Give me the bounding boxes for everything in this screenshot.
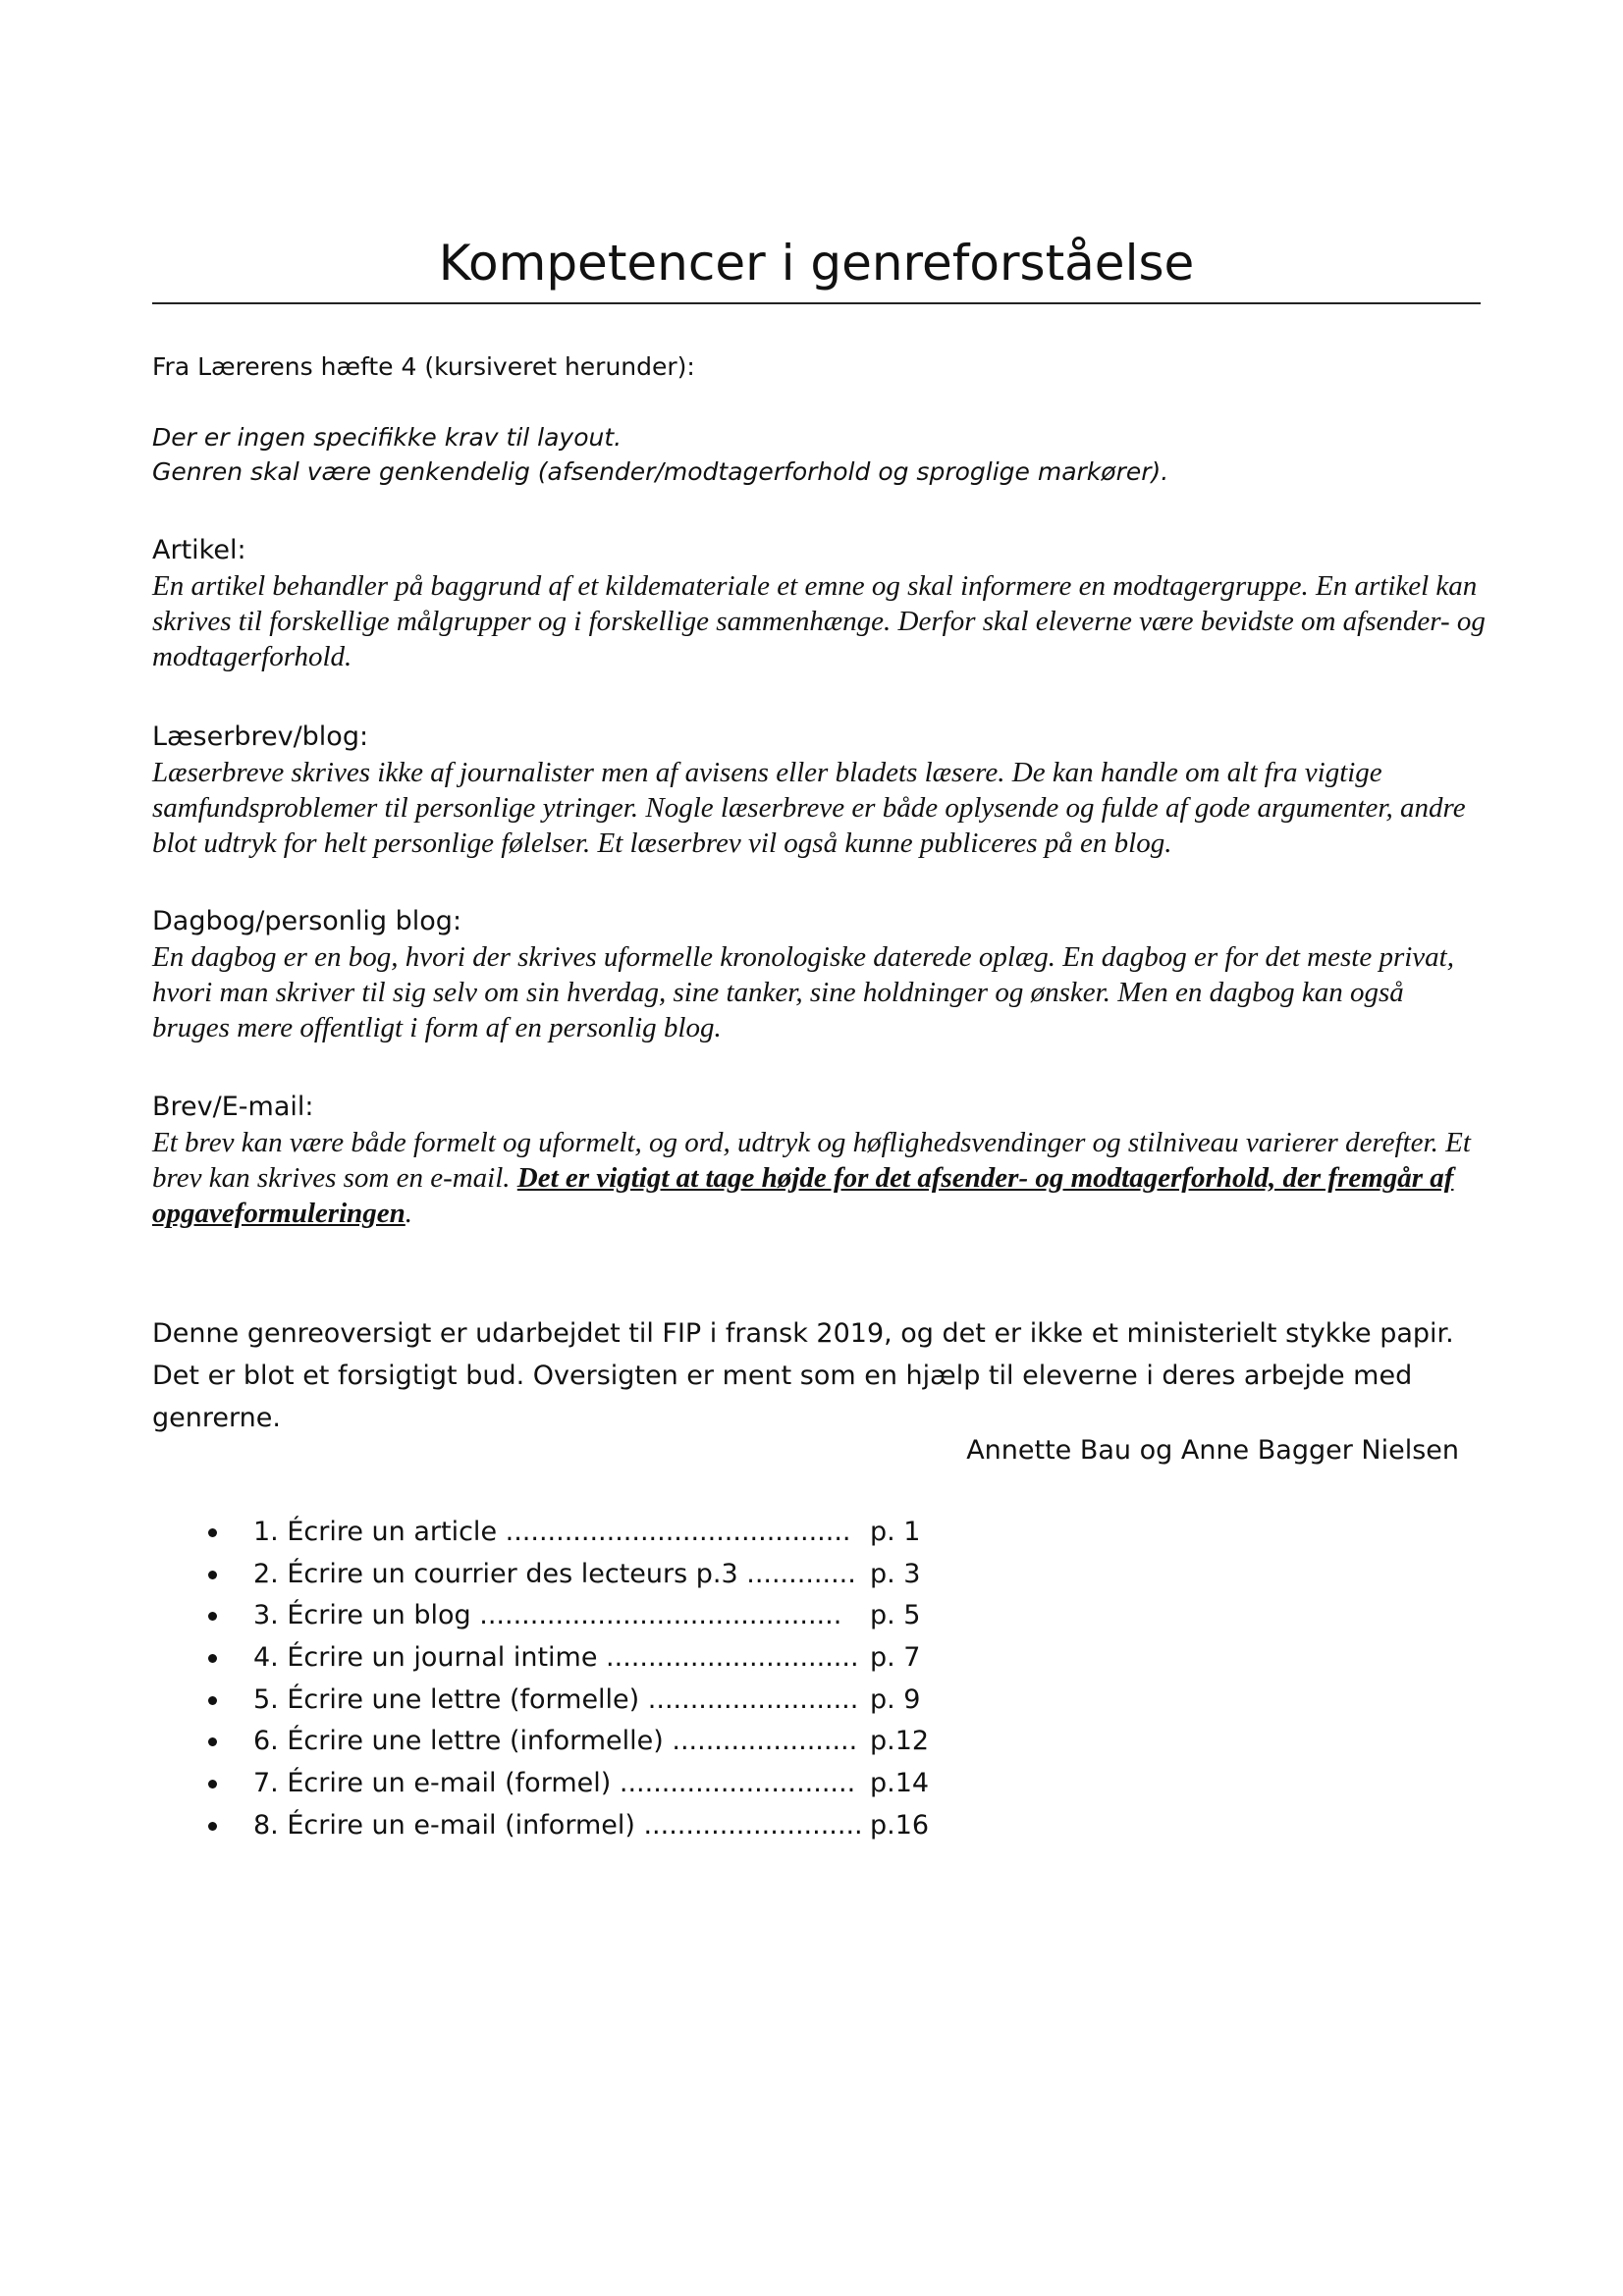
toc-item <box>202 1554 948 1596</box>
requirement-layout: Der er ingen specifikke krav til layout. <box>152 423 622 452</box>
toc-item-page: p.16 <box>870 1809 930 1841</box>
toc-item-label: 5. Écrire une lettre (formelle) ......................... <box>253 1683 859 1715</box>
bullet-icon <box>208 1612 217 1621</box>
bullet-icon <box>208 1654 217 1663</box>
toc-item-label: 7. Écrire un e-mail (formel) ............................ <box>253 1768 856 1799</box>
toc-item-label: 4. Écrire un journal intime .............................. <box>253 1642 859 1674</box>
bullet-icon <box>208 1780 217 1789</box>
toc-item-page: p.12 <box>870 1726 930 1757</box>
toc-item <box>202 1512 948 1554</box>
bullet-icon <box>208 1528 217 1537</box>
genre-emphasis-note: Det er vigtigt at tage højde for det afsender- og modtagerforhold, der fremgår af opgaveformuleringen <box>152 1162 1454 1229</box>
page-title: Kompetencer i genreforståelse <box>438 235 1195 292</box>
source-intro: Fra Lærerens hæfte 4 (kursiveret herunder): <box>152 352 695 381</box>
title-underline <box>152 302 1481 304</box>
bullet-icon <box>208 1737 217 1746</box>
toc-item-label: 3. Écrire un blog ........................................... <box>253 1600 842 1631</box>
toc-item-label: 8. Écrire un e-mail (informel) .......................... <box>253 1809 863 1841</box>
toc-item-label: 1. Écrire un article ......................................... <box>253 1517 851 1547</box>
toc-item-page: p. 1 <box>870 1517 921 1547</box>
toc-item-page: p.14 <box>870 1768 930 1799</box>
toc-item-page: p. 9 <box>870 1683 921 1715</box>
genre-description-end: . <box>405 1198 413 1229</box>
toc-item <box>202 1721 948 1763</box>
toc-item-page: p. 7 <box>870 1642 921 1674</box>
requirements-block <box>152 420 1488 489</box>
genre-description: En dagbog er en bog, hvori der skrives uformelle kronologiske daterede oplæg. En dagbog er for det meste privat, hvori man skriver til sig selv om sin hverdag, sine tanker, sine holdninger og ønsker. Men en dagbog kan også bruges mere offentligt i form af en personlig blog. <box>152 941 1454 1043</box>
genre-heading: Læserbrev/blog: <box>152 721 369 752</box>
bullet-icon <box>208 1571 217 1579</box>
genre-section-laeserbrev <box>152 720 1488 861</box>
toc-item <box>202 1805 948 1847</box>
genre-description <box>152 1125 1488 1231</box>
toc-item-label: 6. Écrire une lettre (informelle) ...................... <box>253 1726 858 1757</box>
toc-item <box>202 1595 948 1637</box>
toc-item <box>202 1680 948 1722</box>
genre-description: En artikel behandler på baggrund af et kildemateriale et emne og skal informere en modtagergruppe. En artikel kan skrives til forskellige målgrupper og i forskellige sammenhænge. Derfor skal eleverne være bevidste om afsender- og modtagerforhold. <box>152 570 1486 672</box>
genre-section-dagbog <box>152 904 1488 1045</box>
disclaimer-note: Denne genreoversigt er udarbejdet til FIP i fransk 2019, og det er ikke et ministerielt stykke papir. Det er blot et forsigtigt bud. Oversigten er ment som en hjælp til eleverne i deres arbejde med genrerne. <box>152 1318 1454 1433</box>
genre-section-artikel <box>152 533 1488 674</box>
genre-heading: Artikel: <box>152 535 246 565</box>
toc-item-page: p. 3 <box>870 1558 921 1589</box>
genre-heading: Brev/E-mail: <box>152 1092 314 1122</box>
toc-item-page: p. 5 <box>870 1600 921 1631</box>
toc-item <box>202 1763 948 1805</box>
bullet-icon <box>208 1822 217 1831</box>
bullet-icon <box>208 1696 217 1705</box>
authors: Annette Bau og Anne Bagger Nielsen <box>966 1435 1459 1466</box>
table-of-contents <box>202 1512 948 1847</box>
toc-item <box>202 1637 948 1680</box>
requirement-genre: Genren skal være genkendelig (afsender/modtagerforhold og sproglige markører). <box>152 457 1169 486</box>
genre-description-text: Et brev kan være både formelt og uformelt, og ord, udtryk og høflighedsvendinger og stilniveau varierer derefter. Et brev kan skrives som en e-mail. <box>152 1127 1471 1194</box>
genre-heading: Dagbog/personlig blog: <box>152 906 462 936</box>
toc-item-label: 2. Écrire un courrier des lecteurs p.3 ............. <box>253 1558 856 1589</box>
genre-description: Læserbreve skrives ikke af journalister men af avisens eller bladets læsere. De kan handle om alt fra vigtige samfundsproblemer til personlige ytringer. Nogle læserbreve er både oplysende og fulde af gode argumenter, andre blot udtryk for helt personlige følelser. Et læserbrev vil også kunne publiceres på en blog. <box>152 757 1466 859</box>
genre-section-brev <box>152 1090 1488 1231</box>
